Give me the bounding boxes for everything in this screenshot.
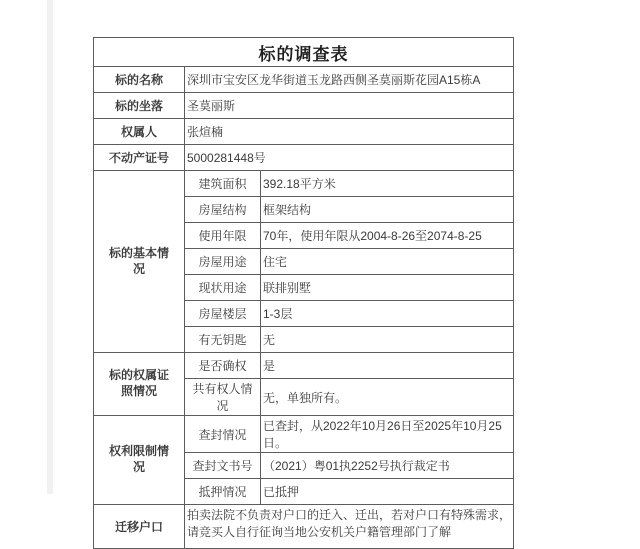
value-rights-confirmed: 是 [261, 353, 514, 379]
row-value-owner: 张煊楠 [185, 119, 514, 145]
value-use-term: 70年，使用年限从2004-8-26至2074-8-25 [261, 223, 514, 249]
sub-label-seizure-doc-number: 查封文书号 [185, 453, 261, 479]
section-label-basic-info: 标的基本情况 [94, 171, 185, 353]
row-label-household-transfer: 迁移户口 [94, 505, 185, 549]
sub-label-use-term: 使用年限 [185, 223, 261, 249]
value-seizure-doc-number: （2021）粤01执2252号执行裁定书 [261, 453, 514, 479]
sub-label-keys: 有无钥匙 [185, 327, 261, 353]
value-current-usage: 联排别墅 [261, 275, 514, 301]
sub-label-structure: 房屋结构 [185, 197, 261, 223]
section-label-ownership-cert: 标的权属证照情况 [94, 353, 185, 416]
table-row [94, 93, 514, 119]
sub-label-house-usage: 房屋用途 [185, 249, 261, 275]
value-building-area: 392.18平方米 [261, 171, 514, 197]
table-row [94, 353, 514, 379]
row-label-subject-location: 标的坐落 [94, 93, 185, 119]
sub-label-co-owners: 共有权人情况 [185, 379, 261, 416]
row-value-subject-location: 圣莫丽斯 [185, 93, 514, 119]
sub-label-rights-confirmed: 是否确权 [185, 353, 261, 379]
form-title: 标的调查表 [94, 38, 514, 67]
row-label-subject-name: 标的名称 [94, 67, 185, 93]
row-value-household-transfer: 拍卖法院不负责对户口的迁入、迁出，若对户口有特殊需求，请竞买人自行征询当地公安机关户籍管理部门了解 [185, 505, 514, 549]
table-row [94, 67, 514, 93]
table-row [94, 505, 514, 549]
row-label-cert-number: 不动产证号 [94, 145, 185, 171]
sub-label-mortgage-status: 抵押情况 [185, 479, 261, 505]
sub-label-current-usage: 现状用途 [185, 275, 261, 301]
subject-survey-table [93, 37, 514, 549]
value-mortgage-status: 已抵押 [261, 479, 514, 505]
value-house-usage: 住宅 [261, 249, 514, 275]
page-edge-strip [47, 0, 53, 494]
section-label-rights-restriction: 权利限制情况 [94, 416, 185, 505]
sub-label-seizure-status: 查封情况 [185, 416, 261, 453]
row-label-owner: 权属人 [94, 119, 185, 145]
value-seizure-status: 已查封，从2022年10月26日至2025年10月25日。 [261, 416, 514, 453]
value-floors: 1-3层 [261, 301, 514, 327]
value-keys: 无 [261, 327, 514, 353]
table-row [94, 171, 514, 197]
value-co-owners: 无，单独所有。 [261, 379, 514, 416]
row-value-subject-name: 深圳市宝安区龙华街道玉龙路西侧圣莫丽斯花园A15栋A [185, 67, 514, 93]
table-row [94, 145, 514, 171]
row-value-cert-number: 5000281448号 [185, 145, 514, 171]
table-row [94, 416, 514, 453]
sub-label-building-area: 建筑面积 [185, 171, 261, 197]
value-structure: 框架结构 [261, 197, 514, 223]
sub-label-floors: 房屋楼层 [185, 301, 261, 327]
table-row [94, 119, 514, 145]
